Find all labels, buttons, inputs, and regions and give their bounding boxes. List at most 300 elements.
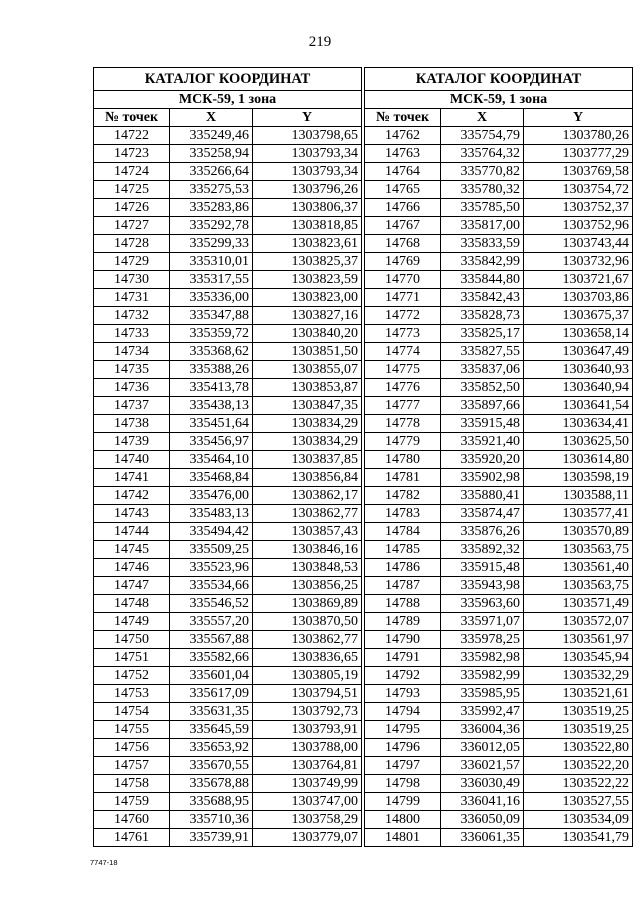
document-code: 7747-18: [90, 858, 118, 867]
y-coordinate-cell: 1303522,80: [524, 739, 633, 757]
point-number-cell: 14791: [365, 649, 441, 667]
y-coordinate-cell: 1303792,73: [253, 703, 362, 721]
table-row: [94, 793, 362, 811]
y-coordinate-cell: 1303521,61: [524, 685, 633, 703]
y-coordinate-cell: 1303561,40: [524, 559, 633, 577]
table-row: [94, 649, 362, 667]
point-number-cell: 14793: [365, 685, 441, 703]
y-coordinate-cell: 1303788,00: [253, 739, 362, 757]
point-number-cell: 14774: [365, 343, 441, 361]
y-coordinate-cell: 1303572,07: [524, 613, 633, 631]
y-coordinate-cell: 1303825,37: [253, 253, 362, 271]
x-coordinate-cell: 335982,98: [441, 649, 524, 667]
column-header-x: X: [170, 109, 253, 127]
point-number-cell: 14724: [94, 163, 170, 181]
table-row: [365, 127, 633, 145]
table-row: [365, 469, 633, 487]
table-row: [94, 451, 362, 469]
x-coordinate-cell: 335310,01: [170, 253, 253, 271]
point-number-cell: 14769: [365, 253, 441, 271]
table-row: [365, 631, 633, 649]
x-coordinate-cell: 335451,64: [170, 415, 253, 433]
x-coordinate-cell: 335764,32: [441, 145, 524, 163]
point-number-cell: 14786: [365, 559, 441, 577]
point-number-cell: 14760: [94, 811, 170, 829]
x-coordinate-cell: 335688,95: [170, 793, 253, 811]
x-coordinate-cell: 335368,62: [170, 343, 253, 361]
table-row: [365, 253, 633, 271]
point-number-cell: 14794: [365, 703, 441, 721]
x-coordinate-cell: 335678,88: [170, 775, 253, 793]
table-row: [94, 811, 362, 829]
table-row: [94, 829, 362, 847]
point-number-cell: 14756: [94, 739, 170, 757]
x-coordinate-cell: 335915,48: [441, 415, 524, 433]
y-coordinate-cell: 1303793,91: [253, 721, 362, 739]
x-coordinate-cell: 335534,66: [170, 577, 253, 595]
y-coordinate-cell: 1303754,72: [524, 181, 633, 199]
table-row: [94, 739, 362, 757]
point-number-cell: 14799: [365, 793, 441, 811]
x-coordinate-cell: 335670,55: [170, 757, 253, 775]
table-row: [365, 685, 633, 703]
y-coordinate-cell: 1303625,50: [524, 433, 633, 451]
table-row: [94, 667, 362, 685]
x-coordinate-cell: 335963,60: [441, 595, 524, 613]
x-coordinate-cell: 335468,84: [170, 469, 253, 487]
y-coordinate-cell: 1303793,34: [253, 163, 362, 181]
table-row: [94, 577, 362, 595]
y-coordinate-cell: 1303856,84: [253, 469, 362, 487]
table-title: КАТАЛОГ КООРДИНАТ: [94, 68, 362, 91]
point-number-cell: 14757: [94, 757, 170, 775]
table-row: [94, 235, 362, 253]
table-row: [94, 307, 362, 325]
y-coordinate-cell: 1303752,96: [524, 217, 633, 235]
point-number-cell: 14726: [94, 199, 170, 217]
point-number-cell: 14735: [94, 361, 170, 379]
y-coordinate-cell: 1303847,35: [253, 397, 362, 415]
y-coordinate-cell: 1303857,43: [253, 523, 362, 541]
table-row: [94, 613, 362, 631]
y-coordinate-cell: 1303647,49: [524, 343, 633, 361]
table-row: [94, 631, 362, 649]
x-coordinate-cell: 335299,33: [170, 235, 253, 253]
table-row: [94, 127, 362, 145]
x-coordinate-cell: 335509,25: [170, 541, 253, 559]
x-coordinate-cell: 336050,09: [441, 811, 524, 829]
x-coordinate-cell: 335464,10: [170, 451, 253, 469]
x-coordinate-cell: 335780,32: [441, 181, 524, 199]
point-number-cell: 14765: [365, 181, 441, 199]
x-coordinate-cell: 335844,80: [441, 271, 524, 289]
point-number-cell: 14738: [94, 415, 170, 433]
point-number-cell: 14763: [365, 145, 441, 163]
table-row: [365, 397, 633, 415]
point-number-cell: 14781: [365, 469, 441, 487]
x-coordinate-cell: 335897,66: [441, 397, 524, 415]
point-number-cell: 14748: [94, 595, 170, 613]
x-coordinate-cell: 335617,09: [170, 685, 253, 703]
table-row: [94, 199, 362, 217]
point-number-cell: 14746: [94, 559, 170, 577]
y-coordinate-cell: 1303545,94: [524, 649, 633, 667]
x-coordinate-cell: 335631,35: [170, 703, 253, 721]
table-row: [365, 757, 633, 775]
y-coordinate-cell: 1303588,11: [524, 487, 633, 505]
y-coordinate-cell: 1303563,75: [524, 541, 633, 559]
point-number-cell: 14736: [94, 379, 170, 397]
point-number-cell: 14727: [94, 217, 170, 235]
y-coordinate-cell: 1303769,58: [524, 163, 633, 181]
x-coordinate-cell: 335880,41: [441, 487, 524, 505]
point-number-cell: 14783: [365, 505, 441, 523]
x-coordinate-cell: 335359,72: [170, 325, 253, 343]
column-header-point-number: № точек: [94, 109, 170, 127]
y-coordinate-cell: 1303721,67: [524, 271, 633, 289]
point-number-cell: 14762: [365, 127, 441, 145]
y-coordinate-cell: 1303823,00: [253, 289, 362, 307]
x-coordinate-cell: 335388,26: [170, 361, 253, 379]
x-coordinate-cell: 335567,88: [170, 631, 253, 649]
table-row: [365, 721, 633, 739]
point-number-cell: 14776: [365, 379, 441, 397]
table-row: [365, 415, 633, 433]
x-coordinate-cell: 335770,82: [441, 163, 524, 181]
table-row: [365, 775, 633, 793]
point-number-cell: 14732: [94, 307, 170, 325]
y-coordinate-cell: 1303641,54: [524, 397, 633, 415]
table-row: [94, 703, 362, 721]
x-coordinate-cell: 335317,55: [170, 271, 253, 289]
coordinate-catalog-table-left: [93, 67, 362, 847]
y-coordinate-cell: 1303749,99: [253, 775, 362, 793]
table-row: [94, 757, 362, 775]
table-row: [365, 487, 633, 505]
point-number-cell: 14784: [365, 523, 441, 541]
point-number-cell: 14754: [94, 703, 170, 721]
table-row: [94, 325, 362, 343]
y-coordinate-cell: 1303853,87: [253, 379, 362, 397]
x-coordinate-cell: 336012,05: [441, 739, 524, 757]
point-number-cell: 14761: [94, 829, 170, 847]
page-number: 219: [308, 34, 332, 50]
table-row: [94, 361, 362, 379]
y-coordinate-cell: 1303851,50: [253, 343, 362, 361]
point-number-cell: 14759: [94, 793, 170, 811]
y-coordinate-cell: 1303855,07: [253, 361, 362, 379]
x-coordinate-cell: 335347,88: [170, 307, 253, 325]
point-number-cell: 14744: [94, 523, 170, 541]
table-row: [365, 649, 633, 667]
y-coordinate-cell: 1303836,65: [253, 649, 362, 667]
point-number-cell: 14767: [365, 217, 441, 235]
y-coordinate-cell: 1303541,79: [524, 829, 633, 847]
column-header-x: X: [441, 109, 524, 127]
table-row: [94, 289, 362, 307]
x-coordinate-cell: 335275,53: [170, 181, 253, 199]
x-coordinate-cell: 335249,46: [170, 127, 253, 145]
table-row: [365, 577, 633, 595]
y-coordinate-cell: 1303598,19: [524, 469, 633, 487]
point-number-cell: 14722: [94, 127, 170, 145]
y-coordinate-cell: 1303779,07: [253, 829, 362, 847]
point-number-cell: 14801: [365, 829, 441, 847]
x-coordinate-cell: 336030,49: [441, 775, 524, 793]
point-number-cell: 14790: [365, 631, 441, 649]
x-coordinate-cell: 335438,13: [170, 397, 253, 415]
y-coordinate-cell: 1303796,26: [253, 181, 362, 199]
y-coordinate-cell: 1303869,89: [253, 595, 362, 613]
table-row: [365, 163, 633, 181]
point-number-cell: 14740: [94, 451, 170, 469]
point-number-cell: 14768: [365, 235, 441, 253]
x-coordinate-cell: 335874,47: [441, 505, 524, 523]
x-coordinate-cell: 335292,78: [170, 217, 253, 235]
table-row: [94, 145, 362, 163]
y-coordinate-cell: 1303818,85: [253, 217, 362, 235]
y-coordinate-cell: 1303837,85: [253, 451, 362, 469]
point-number-cell: 14733: [94, 325, 170, 343]
point-number-cell: 14787: [365, 577, 441, 595]
x-coordinate-cell: 335483,13: [170, 505, 253, 523]
x-coordinate-cell: 335833,59: [441, 235, 524, 253]
y-coordinate-cell: 1303780,26: [524, 127, 633, 145]
table-row: [94, 253, 362, 271]
point-number-cell: 14772: [365, 307, 441, 325]
y-coordinate-cell: 1303519,25: [524, 703, 633, 721]
y-coordinate-cell: 1303806,37: [253, 199, 362, 217]
point-number-cell: 14758: [94, 775, 170, 793]
y-coordinate-cell: 1303862,77: [253, 631, 362, 649]
table-row: [365, 505, 633, 523]
y-coordinate-cell: 1303732,96: [524, 253, 633, 271]
x-coordinate-cell: 335842,43: [441, 289, 524, 307]
point-number-cell: 14728: [94, 235, 170, 253]
point-number-cell: 14749: [94, 613, 170, 631]
x-coordinate-cell: 335645,59: [170, 721, 253, 739]
point-number-cell: 14785: [365, 541, 441, 559]
y-coordinate-cell: 1303777,29: [524, 145, 633, 163]
point-number-cell: 14782: [365, 487, 441, 505]
x-coordinate-cell: 336041,16: [441, 793, 524, 811]
point-number-cell: 14771: [365, 289, 441, 307]
point-number-cell: 14796: [365, 739, 441, 757]
table-row: [365, 793, 633, 811]
table-row: [94, 397, 362, 415]
point-number-cell: 14800: [365, 811, 441, 829]
point-number-cell: 14775: [365, 361, 441, 379]
table-row: [365, 451, 633, 469]
y-coordinate-cell: 1303640,93: [524, 361, 633, 379]
y-coordinate-cell: 1303703,86: [524, 289, 633, 307]
x-coordinate-cell: 335892,32: [441, 541, 524, 559]
point-number-cell: 14734: [94, 343, 170, 361]
table-row: [94, 505, 362, 523]
x-coordinate-cell: 335266,64: [170, 163, 253, 181]
table-row: [365, 523, 633, 541]
table-row: [94, 775, 362, 793]
point-number-cell: 14792: [365, 667, 441, 685]
x-coordinate-cell: 335258,94: [170, 145, 253, 163]
x-coordinate-cell: 335546,52: [170, 595, 253, 613]
x-coordinate-cell: 335985,95: [441, 685, 524, 703]
y-coordinate-cell: 1303747,00: [253, 793, 362, 811]
table-row: [365, 559, 633, 577]
x-coordinate-cell: 335921,40: [441, 433, 524, 451]
table-row: [365, 217, 633, 235]
x-coordinate-cell: 335915,48: [441, 559, 524, 577]
y-coordinate-cell: 1303827,16: [253, 307, 362, 325]
y-coordinate-cell: 1303571,49: [524, 595, 633, 613]
point-number-cell: 14755: [94, 721, 170, 739]
point-number-cell: 14780: [365, 451, 441, 469]
x-coordinate-cell: 336004,36: [441, 721, 524, 739]
x-coordinate-cell: 335336,00: [170, 289, 253, 307]
point-number-cell: 14750: [94, 631, 170, 649]
x-coordinate-cell: 335828,73: [441, 307, 524, 325]
x-coordinate-cell: 335817,00: [441, 217, 524, 235]
table-row: [365, 289, 633, 307]
x-coordinate-cell: 335557,20: [170, 613, 253, 631]
table-subtitle: МСК-59, 1 зона: [365, 91, 633, 109]
column-header-point-number: № точек: [365, 109, 441, 127]
x-coordinate-cell: 335943,98: [441, 577, 524, 595]
table-row: [365, 361, 633, 379]
point-number-cell: 14731: [94, 289, 170, 307]
x-coordinate-cell: 335754,79: [441, 127, 524, 145]
y-coordinate-cell: 1303758,29: [253, 811, 362, 829]
point-number-cell: 14770: [365, 271, 441, 289]
y-coordinate-cell: 1303743,44: [524, 235, 633, 253]
y-coordinate-cell: 1303534,09: [524, 811, 633, 829]
point-number-cell: 14752: [94, 667, 170, 685]
y-coordinate-cell: 1303752,37: [524, 199, 633, 217]
x-coordinate-cell: 335413,78: [170, 379, 253, 397]
point-number-cell: 14741: [94, 469, 170, 487]
table-row: [94, 343, 362, 361]
x-coordinate-cell: 335971,07: [441, 613, 524, 631]
x-coordinate-cell: 335902,98: [441, 469, 524, 487]
table-subtitle: МСК-59, 1 зона: [94, 91, 362, 109]
y-coordinate-cell: 1303798,65: [253, 127, 362, 145]
y-coordinate-cell: 1303823,59: [253, 271, 362, 289]
y-coordinate-cell: 1303519,25: [524, 721, 633, 739]
y-coordinate-cell: 1303570,89: [524, 523, 633, 541]
point-number-cell: 14777: [365, 397, 441, 415]
y-coordinate-cell: 1303764,81: [253, 757, 362, 775]
column-header-y: Y: [524, 109, 633, 127]
table-row: [365, 829, 633, 847]
y-coordinate-cell: 1303840,20: [253, 325, 362, 343]
table-title: КАТАЛОГ КООРДИНАТ: [365, 68, 633, 91]
table-row: [94, 541, 362, 559]
table-row: [94, 559, 362, 577]
table-row: [94, 433, 362, 451]
x-coordinate-cell: 335825,17: [441, 325, 524, 343]
x-coordinate-cell: 335785,50: [441, 199, 524, 217]
y-coordinate-cell: 1303527,55: [524, 793, 633, 811]
x-coordinate-cell: 335992,47: [441, 703, 524, 721]
table-row: [94, 721, 362, 739]
table-row: [94, 487, 362, 505]
table-row: [94, 469, 362, 487]
x-coordinate-cell: 335582,66: [170, 649, 253, 667]
table-row: [94, 523, 362, 541]
table-row: [365, 199, 633, 217]
y-coordinate-cell: 1303794,51: [253, 685, 362, 703]
table-row: [365, 541, 633, 559]
point-number-cell: 14737: [94, 397, 170, 415]
table-row: [365, 667, 633, 685]
point-number-cell: 14789: [365, 613, 441, 631]
x-coordinate-cell: 335739,91: [170, 829, 253, 847]
point-number-cell: 14798: [365, 775, 441, 793]
y-coordinate-cell: 1303870,50: [253, 613, 362, 631]
table-row: [365, 235, 633, 253]
x-coordinate-cell: 335523,96: [170, 559, 253, 577]
point-number-cell: 14797: [365, 757, 441, 775]
table-row: [365, 703, 633, 721]
point-number-cell: 14753: [94, 685, 170, 703]
table-row: [94, 415, 362, 433]
y-coordinate-cell: 1303856,25: [253, 577, 362, 595]
point-number-cell: 14747: [94, 577, 170, 595]
point-number-cell: 14745: [94, 541, 170, 559]
y-coordinate-cell: 1303862,17: [253, 487, 362, 505]
point-number-cell: 14729: [94, 253, 170, 271]
x-coordinate-cell: 335653,92: [170, 739, 253, 757]
table-row: [365, 433, 633, 451]
table-row: [94, 271, 362, 289]
point-number-cell: 14739: [94, 433, 170, 451]
y-coordinate-cell: 1303577,41: [524, 505, 633, 523]
x-coordinate-cell: 335837,06: [441, 361, 524, 379]
table-row: [94, 181, 362, 199]
x-coordinate-cell: 335920,20: [441, 451, 524, 469]
y-coordinate-cell: 1303640,94: [524, 379, 633, 397]
point-number-cell: 14725: [94, 181, 170, 199]
table-row: [365, 145, 633, 163]
table-row: [365, 595, 633, 613]
table-row: [365, 811, 633, 829]
column-header-y: Y: [253, 109, 362, 127]
y-coordinate-cell: 1303846,16: [253, 541, 362, 559]
point-number-cell: 14723: [94, 145, 170, 163]
table-row: [365, 343, 633, 361]
y-coordinate-cell: 1303862,77: [253, 505, 362, 523]
point-number-cell: 14779: [365, 433, 441, 451]
point-number-cell: 14766: [365, 199, 441, 217]
y-coordinate-cell: 1303823,61: [253, 235, 362, 253]
table-row: [365, 379, 633, 397]
table-row: [94, 685, 362, 703]
y-coordinate-cell: 1303561,97: [524, 631, 633, 649]
y-coordinate-cell: 1303522,22: [524, 775, 633, 793]
y-coordinate-cell: 1303634,41: [524, 415, 633, 433]
x-coordinate-cell: 335283,86: [170, 199, 253, 217]
x-coordinate-cell: 335601,04: [170, 667, 253, 685]
y-coordinate-cell: 1303805,19: [253, 667, 362, 685]
x-coordinate-cell: 336061,35: [441, 829, 524, 847]
y-coordinate-cell: 1303675,37: [524, 307, 633, 325]
point-number-cell: 14764: [365, 163, 441, 181]
table-row: [365, 181, 633, 199]
table-row: [94, 595, 362, 613]
table-row: [365, 325, 633, 343]
point-number-cell: 14778: [365, 415, 441, 433]
x-coordinate-cell: 335494,42: [170, 523, 253, 541]
